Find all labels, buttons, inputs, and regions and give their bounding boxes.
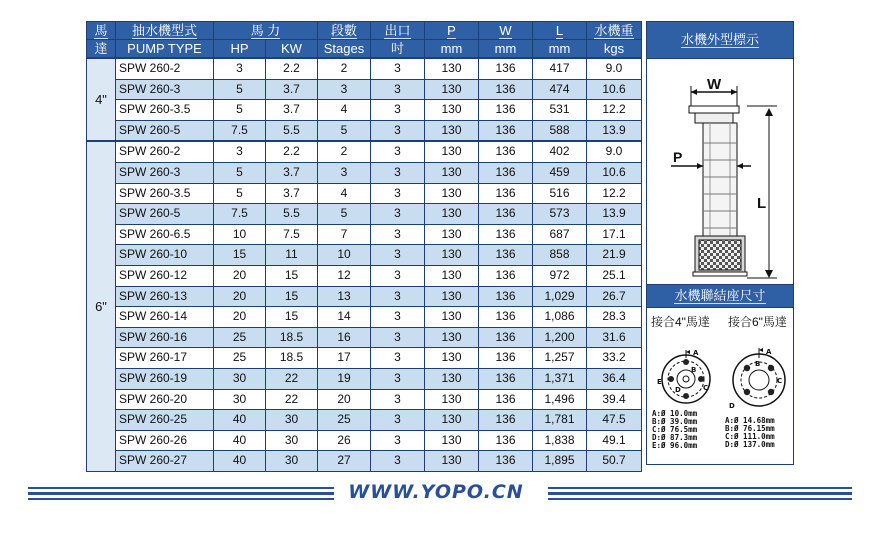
footer-rule-right xyxy=(548,487,852,501)
dimension-line: B:Ø 39.0mm xyxy=(652,417,698,426)
value-cell: 136 xyxy=(479,451,533,472)
value-cell: 2 xyxy=(318,58,371,79)
model-cell: SPW 260-6.5 xyxy=(116,224,214,245)
value-cell: 136 xyxy=(479,204,533,225)
value-cell: 49.1 xyxy=(587,430,642,451)
value-cell: 3 xyxy=(318,79,371,100)
header-motor-cn1: 馬 xyxy=(87,22,116,40)
model-cell: SPW 260-10 xyxy=(116,245,214,266)
value-cell: 30 xyxy=(214,368,266,389)
spec-table xyxy=(86,21,642,472)
value-cell: 30 xyxy=(266,410,318,431)
table-row xyxy=(87,183,642,204)
value-cell: 5 xyxy=(214,162,266,183)
value-cell: 36.4 xyxy=(587,368,642,389)
value-cell: 18.5 xyxy=(266,348,318,369)
value-cell: 3 xyxy=(371,327,425,348)
value-cell: 136 xyxy=(479,79,533,100)
table-row xyxy=(87,245,642,266)
value-cell: 130 xyxy=(425,410,479,431)
table-row xyxy=(87,348,642,369)
value-cell: 1,496 xyxy=(533,389,587,410)
value-cell: 136 xyxy=(479,120,533,141)
model-cell: SPW 260-16 xyxy=(116,327,214,348)
table-row xyxy=(87,368,642,389)
value-cell: 130 xyxy=(425,162,479,183)
value-cell: 20 xyxy=(318,389,371,410)
model-cell: SPW 260-2 xyxy=(116,141,214,162)
value-cell: 3.7 xyxy=(266,162,318,183)
dim-w-label: W xyxy=(707,76,722,93)
header-weight-cn: 水機重 xyxy=(587,22,642,40)
value-cell: 402 xyxy=(533,141,587,162)
value-cell: 14 xyxy=(318,307,371,328)
value-cell: 687 xyxy=(533,224,587,245)
flange-6-letter-d: D xyxy=(729,402,735,410)
value-cell: 130 xyxy=(425,224,479,245)
value-cell: 20 xyxy=(214,265,266,286)
model-cell: SPW 260-19 xyxy=(116,368,214,389)
value-cell: 130 xyxy=(425,430,479,451)
value-cell: 3 xyxy=(371,141,425,162)
flange-4-letter-d: D xyxy=(675,386,681,394)
dimension-line: A:Ø 14.68mm xyxy=(725,416,775,425)
table-row xyxy=(87,58,642,79)
value-cell: 21.9 xyxy=(587,245,642,266)
value-cell: 3 xyxy=(318,162,371,183)
header-outlet-cn: 出口 xyxy=(371,22,425,40)
value-cell: 13 xyxy=(318,286,371,307)
value-cell: 3 xyxy=(371,245,425,266)
model-cell: SPW 260-14 xyxy=(116,307,214,328)
flange-4-letter-e: E xyxy=(657,378,662,386)
value-cell: 2.2 xyxy=(266,141,318,162)
model-cell: SPW 260-2 xyxy=(116,58,214,79)
header-l: L xyxy=(533,22,587,40)
value-cell: 10 xyxy=(318,245,371,266)
flange-4-diagram xyxy=(655,348,717,406)
value-cell: 2 xyxy=(318,141,371,162)
value-cell: 4 xyxy=(318,183,371,204)
value-cell: 130 xyxy=(425,141,479,162)
dimension-line: B:Ø 76.15mm xyxy=(725,424,775,433)
value-cell: 10.6 xyxy=(587,162,642,183)
model-cell: SPW 260-3.5 xyxy=(116,100,214,121)
model-cell: SPW 260-27 xyxy=(116,451,214,472)
table-row xyxy=(87,100,642,121)
model-cell: SPW 260-17 xyxy=(116,348,214,369)
value-cell: 5 xyxy=(214,100,266,121)
value-cell: 3 xyxy=(371,183,425,204)
value-cell: 16 xyxy=(318,327,371,348)
header-w: W xyxy=(479,22,533,40)
flange-4-letter-c: C xyxy=(703,384,709,392)
footer-url: WWW.YOPO.CN xyxy=(348,481,524,503)
value-cell: 3 xyxy=(371,430,425,451)
value-cell: 136 xyxy=(479,389,533,410)
model-cell: SPW 260-13 xyxy=(116,286,214,307)
value-cell: 25 xyxy=(214,327,266,348)
value-cell: 15 xyxy=(266,307,318,328)
value-cell: 3.7 xyxy=(266,183,318,204)
value-cell: 3 xyxy=(371,451,425,472)
value-cell: 130 xyxy=(425,348,479,369)
header-p: P xyxy=(425,22,479,40)
header-stages-cn: 段數 xyxy=(318,22,371,40)
value-cell: 15 xyxy=(214,245,266,266)
header-motor-cn2: 達 xyxy=(87,40,116,59)
conn-6-label: 接合6"馬達 xyxy=(728,315,787,329)
table-row xyxy=(87,162,642,183)
value-cell: 136 xyxy=(479,162,533,183)
value-cell: 5.5 xyxy=(266,204,318,225)
value-cell: 130 xyxy=(425,389,479,410)
value-cell: 12.2 xyxy=(587,183,642,204)
value-cell: 573 xyxy=(533,204,587,225)
flange-4-letter-b: B xyxy=(691,366,697,374)
value-cell: 1,200 xyxy=(533,327,587,348)
flange-6-letter-b: B xyxy=(755,360,761,368)
value-cell: 136 xyxy=(479,307,533,328)
value-cell: 3 xyxy=(371,204,425,225)
value-cell: 1,895 xyxy=(533,451,587,472)
side-panel xyxy=(646,21,794,465)
value-cell: 3 xyxy=(371,368,425,389)
value-cell: 130 xyxy=(425,327,479,348)
value-cell: 40 xyxy=(214,430,266,451)
value-cell: 18.5 xyxy=(266,327,318,348)
header-row-2 xyxy=(87,40,642,59)
value-cell: 3 xyxy=(371,265,425,286)
value-cell: 3 xyxy=(371,79,425,100)
table-row xyxy=(87,451,642,472)
model-cell: SPW 260-3 xyxy=(116,79,214,100)
value-cell: 9.0 xyxy=(587,58,642,79)
model-cell: SPW 260-5 xyxy=(116,204,214,225)
value-cell: 3 xyxy=(214,58,266,79)
value-cell: 30 xyxy=(266,430,318,451)
value-cell: 130 xyxy=(425,368,479,389)
model-cell: SPW 260-25 xyxy=(116,410,214,431)
value-cell: 25.1 xyxy=(587,265,642,286)
dim-p-label: P xyxy=(673,149,683,165)
value-cell: 39.4 xyxy=(587,389,642,410)
value-cell: 13.9 xyxy=(587,120,642,141)
table-row xyxy=(87,120,642,141)
dimension-line: D:Ø 87.3mm xyxy=(652,433,698,442)
flange-4-letter-a: A xyxy=(693,349,699,357)
header-type-cn: 抽水機型式 xyxy=(116,22,214,40)
value-cell: 11 xyxy=(266,245,318,266)
flange-6-diagram xyxy=(727,346,791,410)
value-cell: 25 xyxy=(318,410,371,431)
value-cell: 858 xyxy=(533,245,587,266)
value-cell: 3 xyxy=(371,348,425,369)
value-cell: 7.5 xyxy=(214,204,266,225)
value-cell: 30 xyxy=(266,451,318,472)
table-row xyxy=(87,410,642,431)
value-cell: 136 xyxy=(479,58,533,79)
value-cell: 136 xyxy=(479,430,533,451)
value-cell: 3.7 xyxy=(266,79,318,100)
value-cell: 20 xyxy=(214,286,266,307)
value-cell: 31.6 xyxy=(587,327,642,348)
value-cell: 3 xyxy=(371,410,425,431)
value-cell: 136 xyxy=(479,183,533,204)
value-cell: 15 xyxy=(266,265,318,286)
value-cell: 5 xyxy=(214,183,266,204)
value-cell: 136 xyxy=(479,327,533,348)
value-cell: 7.5 xyxy=(214,120,266,141)
value-cell: 1,086 xyxy=(533,307,587,328)
value-cell: 3 xyxy=(371,224,425,245)
value-cell: 9.0 xyxy=(587,141,642,162)
header-mm-w: mm xyxy=(479,40,533,59)
table-row xyxy=(87,286,642,307)
table-row xyxy=(87,141,642,162)
value-cell: 19 xyxy=(318,368,371,389)
value-cell: 130 xyxy=(425,265,479,286)
value-cell: 15 xyxy=(266,286,318,307)
value-cell: 3 xyxy=(371,162,425,183)
pump-outline-diagram xyxy=(647,58,793,282)
outline-title: 水機外型標示 xyxy=(646,21,794,59)
dimension-line: D:Ø 137.0mm xyxy=(725,440,775,449)
flange-6-letter-a: A xyxy=(766,348,772,356)
value-cell: 136 xyxy=(479,410,533,431)
value-cell: 130 xyxy=(425,120,479,141)
spec-body xyxy=(87,58,642,471)
value-cell: 588 xyxy=(533,120,587,141)
value-cell: 136 xyxy=(479,265,533,286)
header-mm-l: mm xyxy=(533,40,587,59)
conn-4-label: 接合4"馬達 xyxy=(651,315,710,329)
value-cell: 136 xyxy=(479,368,533,389)
value-cell: 40 xyxy=(214,451,266,472)
header-row-1 xyxy=(87,22,642,40)
value-cell: 136 xyxy=(479,100,533,121)
value-cell: 1,029 xyxy=(533,286,587,307)
value-cell: 3 xyxy=(214,141,266,162)
dimension-line: C:Ø 76.5mm xyxy=(652,425,698,434)
value-cell: 972 xyxy=(533,265,587,286)
flange-4-dimensions xyxy=(652,410,697,450)
flange-6-dimensions xyxy=(725,417,775,449)
value-cell: 5 xyxy=(318,204,371,225)
value-cell: 5 xyxy=(214,79,266,100)
header-kgs: kgs xyxy=(587,40,642,59)
dimension-line: C:Ø 111.0mm xyxy=(725,432,775,441)
header-mm-p: mm xyxy=(425,40,479,59)
value-cell: 25 xyxy=(214,348,266,369)
value-cell: 136 xyxy=(479,348,533,369)
value-cell: 3 xyxy=(371,100,425,121)
value-cell: 130 xyxy=(425,307,479,328)
value-cell: 3 xyxy=(371,58,425,79)
value-cell: 7 xyxy=(318,224,371,245)
header-pump-type: PUMP TYPE xyxy=(116,40,214,59)
table-row xyxy=(87,204,642,225)
header-stages: Stages xyxy=(318,40,371,59)
value-cell: 5.5 xyxy=(266,120,318,141)
connection-title: 水機聯結座尺寸 xyxy=(646,284,794,308)
value-cell: 17 xyxy=(318,348,371,369)
value-cell: 12.2 xyxy=(587,100,642,121)
header-kw: KW xyxy=(266,40,318,59)
value-cell: 136 xyxy=(479,141,533,162)
value-cell: 531 xyxy=(533,100,587,121)
value-cell: 3 xyxy=(371,389,425,410)
value-cell: 130 xyxy=(425,100,479,121)
model-cell: SPW 260-26 xyxy=(116,430,214,451)
value-cell: 130 xyxy=(425,245,479,266)
value-cell: 3 xyxy=(371,286,425,307)
model-cell: SPW 260-20 xyxy=(116,389,214,410)
value-cell: 417 xyxy=(533,58,587,79)
value-cell: 4 xyxy=(318,100,371,121)
table-row xyxy=(87,265,642,286)
value-cell: 26 xyxy=(318,430,371,451)
value-cell: 50.7 xyxy=(587,451,642,472)
value-cell: 1,371 xyxy=(533,368,587,389)
value-cell: 28.3 xyxy=(587,307,642,328)
dim-l-label: L xyxy=(757,195,767,212)
value-cell: 3 xyxy=(371,120,425,141)
dimension-line: A:Ø 10.0mm xyxy=(652,409,698,418)
model-cell: SPW 260-3 xyxy=(116,162,214,183)
value-cell: 1,257 xyxy=(533,348,587,369)
value-cell: 130 xyxy=(425,451,479,472)
value-cell: 2.2 xyxy=(266,58,318,79)
value-cell: 33.2 xyxy=(587,348,642,369)
model-cell: SPW 260-5 xyxy=(116,120,214,141)
motor-size-cell: 4" xyxy=(87,58,116,141)
value-cell: 20 xyxy=(214,307,266,328)
value-cell: 130 xyxy=(425,183,479,204)
value-cell: 136 xyxy=(479,245,533,266)
value-cell: 1,781 xyxy=(533,410,587,431)
model-cell: SPW 260-12 xyxy=(116,265,214,286)
value-cell: 1,838 xyxy=(533,430,587,451)
header-hp: HP xyxy=(214,40,266,59)
value-cell: 13.9 xyxy=(587,204,642,225)
value-cell: 130 xyxy=(425,204,479,225)
flange-6-letter-c: C xyxy=(777,377,783,385)
motor-size-cell: 6" xyxy=(87,141,116,471)
value-cell: 26.7 xyxy=(587,286,642,307)
table-row xyxy=(87,389,642,410)
value-cell: 136 xyxy=(479,286,533,307)
value-cell: 10 xyxy=(214,224,266,245)
value-cell: 47.5 xyxy=(587,410,642,431)
table-row xyxy=(87,327,642,348)
value-cell: 3 xyxy=(371,307,425,328)
value-cell: 474 xyxy=(533,79,587,100)
value-cell: 22 xyxy=(266,389,318,410)
value-cell: 136 xyxy=(479,224,533,245)
value-cell: 22 xyxy=(266,368,318,389)
value-cell: 459 xyxy=(533,162,587,183)
value-cell: 130 xyxy=(425,58,479,79)
value-cell: 30 xyxy=(214,389,266,410)
table-row xyxy=(87,430,642,451)
value-cell: 17.1 xyxy=(587,224,642,245)
value-cell: 130 xyxy=(425,79,479,100)
table-row xyxy=(87,79,642,100)
value-cell: 40 xyxy=(214,410,266,431)
table-row xyxy=(87,224,642,245)
value-cell: 10.6 xyxy=(587,79,642,100)
table-row xyxy=(87,307,642,328)
value-cell: 5 xyxy=(318,120,371,141)
dimension-line: E:Ø 96.0mm xyxy=(652,441,698,450)
value-cell: 3.7 xyxy=(266,100,318,121)
header-power-cn: 馬 力 xyxy=(214,22,318,40)
value-cell: 27 xyxy=(318,451,371,472)
value-cell: 12 xyxy=(318,265,371,286)
value-cell: 516 xyxy=(533,183,587,204)
header-inch: 吋 xyxy=(371,40,425,59)
value-cell: 130 xyxy=(425,286,479,307)
value-cell: 7.5 xyxy=(266,224,318,245)
model-cell: SPW 260-3.5 xyxy=(116,183,214,204)
